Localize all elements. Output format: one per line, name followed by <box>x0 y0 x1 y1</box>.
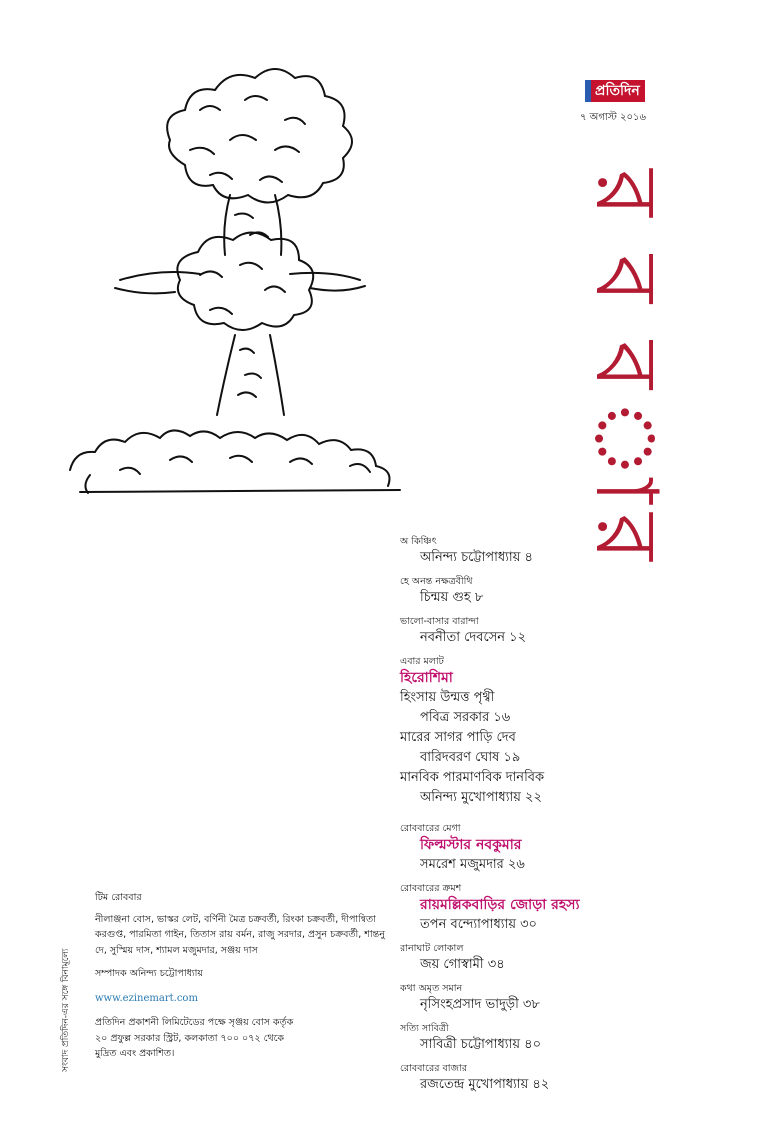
publisher-line: প্রতিদিন প্রকাশনী লিমিটেডের পক্ষে সৃঞ্জয় বোস কর্তৃক <box>95 1017 294 1028</box>
table-of-contents <box>400 535 730 1102</box>
team-credits <box>95 890 385 1062</box>
toc-section-label: রোববারের বাজার <box>400 1063 467 1074</box>
article-title: মারের সাগর পাড়ি দেব <box>400 730 516 745</box>
cover-story-title: হিরোশিমা <box>400 670 453 686</box>
title-letter: ব <box>576 341 676 389</box>
toc-author: অনিন্দ্য চট্টোপাধ্যায় ৪ <box>420 550 533 565</box>
toc-section-label: রানাঘাট লোকাল <box>400 943 464 954</box>
toc-entry[interactable] <box>400 1022 730 1055</box>
serial-title: রায়মল্লিকবাড়ির জোড়া রহস্য <box>420 897 580 913</box>
editor-credit: সম্পাদক অনিন্দ্য চট্টোপাধ্যায় <box>95 968 204 979</box>
article-title: হিংসায় উন্মত্ত পৃথ্বী <box>400 690 495 705</box>
issue-date: ৭ অগাস্ট ২০১৬ <box>580 112 647 123</box>
masthead-logo <box>585 80 645 102</box>
toc-author: জয় গোস্বামী ৩৪ <box>420 957 505 972</box>
logo-text: প্রতিদিন <box>591 80 645 102</box>
toc-author: অনিন্দ্য মুখোপাধ্যায় ২২ <box>420 790 542 805</box>
feature-title: ফিল্মস্টার নবকুমার <box>420 837 522 853</box>
magazine-title <box>570 150 680 580</box>
toc-section-label: সত্যি সাবিত্রী <box>400 1023 449 1034</box>
spine-text: সংবাদ প্রতিদিন-এর সঙ্গে বিনামূল্যে <box>61 948 71 1072</box>
toc-entry[interactable] <box>400 882 730 935</box>
toc-entry[interactable] <box>400 822 730 875</box>
toc-author: রজতেন্দ্র মুখোপাধ্যায় ৪২ <box>420 1077 550 1092</box>
toc-author: নৃসিংহপ্রসাদ ভাদুড়ী ৩৮ <box>420 997 540 1012</box>
team-members: নীলাঞ্জনা বোস, ভাস্কর লেট, বর্ণিনী মৈত্র চক্রবর্তী, রিংকা চক্রবর্তী, দীপান্বিতা করগুপ্ত, পারমিতা গাইন, তিতাস রায় বর্মন, রাজু সরদার, প্রসুন চক্রবর্তী, শান্তনু দে, সুস্মিয় দাস, শ্যামল মজুমদার, সঞ্জয় দাস <box>95 913 385 956</box>
toc-entry[interactable] <box>400 942 730 975</box>
toc-section-label: হে অনন্ত নক্ষত্রবীথি <box>400 576 473 587</box>
toc-author: চিন্ময় গুহ ৮ <box>420 590 484 605</box>
toc-entry[interactable] <box>400 615 730 648</box>
toc-entry[interactable] <box>400 1062 730 1095</box>
toc-author: পবিত্র সরকার ১৬ <box>420 710 511 725</box>
website-link[interactable]: www.ezinemart.com <box>95 992 198 1004</box>
toc-section-label: ভালো-বাসার বারান্দা <box>400 616 479 627</box>
toc-author: তপন বন্দ্যোপাধ্যায় ৩০ <box>420 917 538 932</box>
title-letter: ব <box>576 255 676 303</box>
mushroom-cloud-illustration <box>60 30 420 500</box>
title-letter: র <box>576 169 676 217</box>
toc-section-label: রোববারের মেগা <box>400 823 461 834</box>
publisher-line: ২০ প্রফুল্ল সরকার স্ট্রিট, কলকাতা ৭০০ ০৭২ থেকে <box>95 1032 285 1044</box>
toc-entry[interactable] <box>400 982 730 1015</box>
toc-author: সাবিত্রী চট্টোপাধ্যায় ৪০ <box>420 1037 542 1052</box>
toc-cover-story[interactable] <box>400 655 730 808</box>
article-title: মানবিক পারমাণবিক দানবিক <box>400 770 545 785</box>
toc-entry[interactable] <box>400 575 730 608</box>
publisher-line: মুদ্রিত এবং প্রকাশিত। <box>95 1048 175 1059</box>
toc-section-label: কথা অমৃত সমান <box>400 983 463 994</box>
toc-section-label: রোববারের ক্রমশ <box>400 883 462 894</box>
toc-entry[interactable] <box>400 535 730 568</box>
title-letter: র <box>576 513 676 561</box>
toc-author: সমরেশ মজুমদার ২৬ <box>420 857 525 872</box>
toc-author: নবনীতা দেবসেন ১২ <box>420 630 527 645</box>
team-title: টিম রোববার <box>95 892 142 903</box>
toc-author: বারিদবরণ ঘোষ ১৯ <box>420 750 521 765</box>
toc-section-label: অ কিঞ্চিৎ <box>400 536 437 547</box>
toc-section-label: এবার মলাট <box>400 656 444 667</box>
title-letter: া <box>576 398 676 504</box>
